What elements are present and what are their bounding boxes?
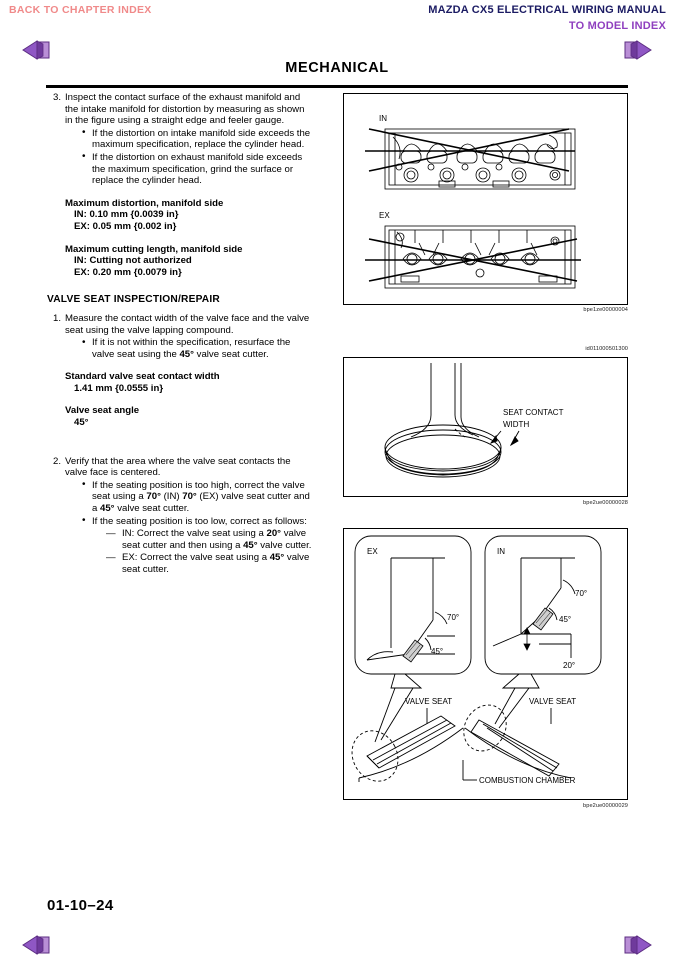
list-item: [81, 337, 314, 360]
list-item: • If the distortion on exhaust manifold side exceeds the maximum specification, grind the surface or replace the cylinder head.: [81, 152, 314, 187]
previous-page-arrow-top[interactable]: [21, 38, 55, 62]
angle-value: 45°: [243, 539, 258, 551]
spec-value: 45°: [74, 417, 89, 429]
right-arrow-icon: [619, 933, 653, 957]
angle-value: 20°: [266, 528, 282, 540]
figure-cylinder-head-code: bpe1ze00000004: [583, 307, 628, 313]
step-3-number: 3.: [52, 92, 61, 103]
step-2-bullets: [65, 480, 314, 576]
step-1-text: Measure the contact width of the valve face and the valve seat using the valve lapping compound.: [65, 312, 310, 336]
step-2-text: Verify that the area where the valve seat contacts the valve face is centered.: [65, 455, 291, 479]
spec-value: 1.41 mm {0.0555 in}: [74, 382, 164, 394]
figure-label-in: IN: [497, 547, 505, 556]
in-angle-20: 20°: [563, 661, 576, 670]
angle-value: 70°: [146, 491, 161, 503]
spec-maximum-distortion: [47, 198, 314, 233]
step-2-number: 2.: [52, 455, 61, 467]
step-2-sub-items: [92, 528, 314, 575]
spacer: [47, 429, 314, 456]
page-number: 01-10–24: [47, 897, 114, 914]
bullet-angle-value: 45°: [179, 348, 194, 360]
figure-label-ex: EX: [379, 211, 390, 220]
spec-standard-contact-width: [47, 371, 314, 394]
step-2: [47, 456, 314, 576]
spec-heading: Maximum distortion, manifold side: [65, 197, 224, 209]
title-divider: [46, 85, 628, 88]
bullet-text: valve seat cutter.: [114, 503, 190, 515]
step-1: [47, 313, 314, 360]
figure-valve-seat-code: bpe2ue00000029: [583, 803, 628, 809]
dash-text: EX: Correct the valve seat using a: [122, 552, 270, 564]
spec-value: IN: Cutting not authorized: [74, 255, 192, 267]
spec-value: EX: 0.20 mm {0.0079 in}: [74, 266, 182, 278]
figure-valve-seat-correction: [343, 528, 628, 800]
ex-angle-45: 45°: [431, 647, 444, 656]
valve-seat-label-right: VALVE SEAT: [529, 697, 577, 706]
left-arrow-icon: [21, 38, 55, 62]
combustion-chamber-label: COMBUSTION CHAMBER: [479, 776, 576, 785]
seat-contact-width-label-line1: SEAT CONTACT: [503, 408, 564, 417]
manual-title: MAZDA CX5 ELECTRICAL WIRING MANUAL: [428, 4, 666, 16]
spec-heading: Maximum cutting length, manifold side: [65, 243, 243, 255]
in-angle-70: 70°: [575, 589, 588, 598]
ex-angle-70: 70°: [447, 613, 460, 622]
bullet-text: If the seating position is too high, correct the valve seat using a: [92, 479, 305, 503]
right-arrow-icon: [619, 38, 653, 62]
left-arrow-icon: [21, 933, 55, 957]
list-item: [81, 516, 314, 576]
spec-heading: Valve seat angle: [65, 405, 140, 417]
figure-cylinder-head-distortion: [343, 93, 628, 305]
dash-text: IN: Correct the valve seat using a: [122, 528, 267, 540]
bullet-text: (IN): [160, 491, 183, 503]
figure-valve-contact-code: bpe2ue00000028: [583, 500, 628, 506]
cylinder-head-drawing: [343, 93, 628, 305]
spec-value: EX: 0.05 mm {0.002 in}: [74, 220, 177, 232]
valve-seat-section-heading: VALVE SEAT INSPECTION/REPAIR: [47, 294, 220, 306]
angle-value: 45°: [269, 552, 285, 564]
valve-drawing: [343, 357, 628, 497]
angle-value: 45°: [100, 503, 115, 515]
list-item: • If the distortion on intake manifold side exceeds the maximum specification, replace the cylinder head.: [81, 128, 314, 151]
step-3-bullets: [65, 128, 314, 187]
previous-page-arrow-bottom[interactable]: [21, 933, 55, 957]
spec-valve-seat-angle: [47, 405, 314, 428]
step-3: [47, 92, 314, 187]
spec-heading: Standard valve seat contact width: [65, 371, 220, 383]
figure-label-ex: EX: [367, 547, 378, 556]
dash-text: valve seat cutter and then using a: [122, 528, 307, 551]
list-item: [106, 552, 314, 575]
next-page-arrow-top[interactable]: [619, 38, 653, 62]
spec-value: IN: 0.10 mm {0.0039 in}: [74, 209, 179, 221]
figure-label-in: IN: [379, 114, 387, 123]
dash-text: valve cutter.: [257, 539, 312, 551]
step-1-number: 1.: [52, 312, 61, 324]
angle-value: 70°: [182, 491, 197, 503]
instructions-column: [47, 92, 314, 576]
next-page-arrow-bottom[interactable]: [619, 933, 653, 957]
seat-contact-width-label-line2: WIDTH: [503, 420, 530, 429]
bullet-text-b: valve seat cutter.: [193, 348, 269, 360]
in-angle-45: 45°: [559, 615, 572, 624]
list-item: [81, 480, 314, 515]
valve-seat-angles-drawing: [343, 528, 628, 800]
back-to-chapter-index-link[interactable]: BACK TO CHAPTER INDEX: [9, 4, 152, 16]
bullet-text: If the seating position is too low, correct as follows:: [92, 515, 307, 527]
valve-seat-label-left: VALVE SEAT: [405, 697, 453, 706]
list-item: [106, 528, 314, 551]
page-title: MECHANICAL: [285, 60, 389, 76]
to-model-index-link[interactable]: TO MODEL INDEX: [568, 20, 666, 32]
step-1-bullets: [65, 337, 314, 360]
bullet-text: (EX) valve seat cutter and a: [92, 491, 310, 515]
section-id-code: id011000501300: [585, 346, 628, 352]
spec-maximum-cutting-length: [47, 244, 314, 279]
bullet-text-a: If it is not within the specification, resurface the valve seat using the: [92, 337, 291, 360]
dash-text: valve seat cutter.: [122, 552, 310, 575]
figure-valve-seat-contact-width: [343, 357, 628, 497]
step-3-text: Inspect the contact surface of the exhaust manifold and the intake manifold for distortion by measuring as shown in the figure using a straight edge and feeler gauge.: [65, 92, 305, 127]
